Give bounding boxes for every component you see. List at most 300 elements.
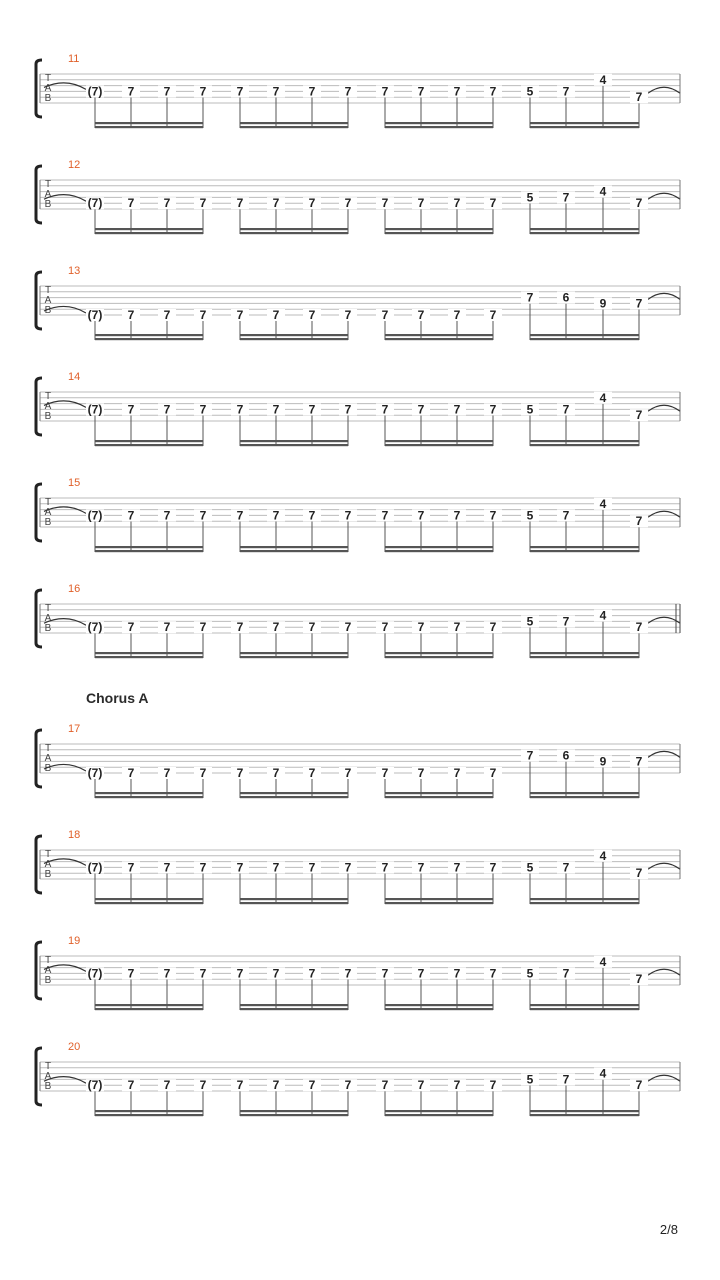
tab-clef-letter: T	[44, 73, 52, 84]
tab-clef-letter: A	[44, 401, 52, 412]
beam	[95, 1114, 203, 1116]
section-label-chorus-a: Chorus A	[86, 690, 149, 706]
beam	[95, 1008, 203, 1010]
fret-number: 7	[453, 1078, 461, 1093]
fret-number: 7	[308, 308, 316, 322]
fret-number: 4	[599, 184, 607, 199]
measure-number: 15	[68, 477, 81, 489]
tab-clef-letter: B	[44, 305, 52, 316]
fret-number: 7	[344, 402, 352, 417]
fret-number: 5	[526, 190, 534, 205]
fret-number: 7	[344, 84, 352, 99]
beam	[385, 444, 493, 446]
fret-number: 7	[127, 966, 135, 981]
fret-number: 7	[489, 766, 497, 780]
fret-number: 7	[344, 620, 352, 635]
measure-number: 11	[68, 53, 80, 65]
fret-number: 5	[526, 508, 534, 523]
fret-number: 7	[163, 84, 171, 99]
fret-number: 7	[236, 84, 244, 99]
fret-number: 7	[199, 308, 207, 322]
fret-number: 7	[236, 402, 244, 417]
fret-number: 7	[562, 190, 570, 205]
beam	[240, 126, 348, 128]
fret-number: 4	[599, 1066, 607, 1081]
fret-number: 7	[381, 860, 389, 875]
beam	[385, 1114, 493, 1116]
fret-number: 7	[453, 766, 461, 780]
fret-number: 7	[381, 966, 389, 981]
beam	[385, 902, 493, 904]
tab-system	[36, 1041, 680, 1116]
beam	[95, 1004, 203, 1006]
tab-clef-letter: B	[44, 93, 52, 104]
fret-number: 7	[381, 84, 389, 99]
beam	[95, 792, 203, 794]
fret-number: 7	[127, 196, 135, 211]
beam	[385, 898, 493, 900]
beam	[95, 228, 203, 230]
tab-clef-letter: A	[44, 83, 52, 94]
tie-arc-out	[648, 87, 680, 93]
fret-number: 7	[635, 296, 643, 311]
tie-arc-out	[648, 511, 680, 517]
tie-arc-out	[648, 1075, 680, 1081]
tie-arc-out	[648, 751, 680, 757]
beam	[385, 126, 493, 128]
beam	[240, 444, 348, 446]
fret-number: 7	[381, 196, 389, 211]
beam	[240, 1114, 348, 1116]
beam	[95, 550, 203, 552]
tab-system	[36, 265, 680, 340]
beam	[385, 440, 493, 442]
beam	[240, 652, 348, 654]
measure-number: 16	[68, 583, 81, 595]
fret-number: 4	[599, 390, 607, 405]
fret-number: 7	[272, 84, 280, 99]
fret-number: 5	[526, 860, 534, 875]
tab-system	[36, 371, 680, 446]
fret-number: 7	[127, 402, 135, 417]
fret-number: (7)	[87, 860, 103, 875]
fret-number: 7	[489, 402, 497, 417]
beam	[530, 1114, 639, 1116]
fret-number: 7	[526, 290, 534, 305]
measure-number: 14	[68, 371, 81, 383]
beam	[530, 444, 639, 446]
fret-number: 7	[417, 766, 425, 780]
beam	[95, 126, 203, 128]
tab-system	[36, 935, 680, 1010]
system-bracket	[36, 590, 42, 647]
tab-system	[36, 723, 680, 798]
fret-number: 7	[453, 860, 461, 875]
beam	[240, 228, 348, 230]
beam	[240, 902, 348, 904]
fret-number: 5	[526, 1072, 534, 1087]
beam	[385, 334, 493, 336]
beam	[95, 338, 203, 340]
tie-arc-out	[648, 293, 680, 299]
fret-number: 6	[562, 290, 570, 305]
fret-number: 7	[489, 1078, 497, 1093]
tab-system	[36, 159, 680, 234]
tab-clef-letter: T	[44, 955, 52, 966]
fret-number: 7	[308, 766, 316, 780]
beam	[530, 1110, 639, 1112]
fret-number: 7	[199, 966, 207, 981]
tab-clef-letter: T	[44, 743, 52, 754]
fret-number: 7	[489, 966, 497, 981]
fret-number: 7	[635, 972, 643, 987]
fret-number: (7)	[87, 966, 103, 981]
fret-number: 7	[635, 90, 643, 105]
fret-number: 7	[635, 514, 643, 529]
fret-number: 7	[635, 196, 643, 211]
fret-number: 7	[417, 84, 425, 99]
fret-number: 7	[344, 196, 352, 211]
beam	[385, 1110, 493, 1112]
fret-number: 7	[417, 196, 425, 211]
beam	[95, 444, 203, 446]
fret-number: 7	[308, 966, 316, 981]
fret-number: 7	[489, 508, 497, 523]
fret-number: 7	[453, 620, 461, 635]
beam	[530, 122, 639, 124]
fret-number: 7	[127, 1078, 135, 1093]
system-bracket	[36, 484, 42, 541]
tab-clef-letter: T	[44, 179, 52, 190]
fret-number: 7	[489, 860, 497, 875]
beam	[530, 652, 639, 654]
fret-number: 7	[344, 308, 352, 322]
tie-arc-out	[648, 193, 680, 199]
fret-number: 7	[381, 766, 389, 780]
fret-number: 7	[489, 620, 497, 635]
fret-number: 7	[236, 196, 244, 211]
system-bracket	[36, 942, 42, 999]
tab-clef-letter: B	[44, 1081, 52, 1092]
fret-number: 7	[236, 308, 244, 322]
fret-number: 7	[163, 308, 171, 322]
beam	[385, 338, 493, 340]
fret-number: 7	[308, 508, 316, 523]
fret-number: 7	[163, 1078, 171, 1093]
fret-number: 7	[417, 1078, 425, 1093]
fret-number: 7	[199, 508, 207, 523]
fret-number: 7	[489, 196, 497, 211]
fret-number: 7	[163, 508, 171, 523]
fret-number: 7	[635, 408, 643, 423]
beam	[240, 338, 348, 340]
system-bracket	[36, 166, 42, 223]
beam	[95, 652, 203, 654]
beam	[240, 1004, 348, 1006]
beam	[95, 232, 203, 234]
tab-clef-letter: B	[44, 975, 52, 986]
tie-arc-out	[648, 969, 680, 975]
fret-number: 7	[272, 766, 280, 780]
fret-number: 6	[562, 748, 570, 763]
beam	[530, 550, 639, 552]
fret-number: 9	[599, 754, 607, 769]
fret-number: (7)	[87, 508, 103, 523]
beam	[530, 228, 639, 230]
fret-number: 7	[562, 402, 570, 417]
fret-number: (7)	[87, 308, 103, 322]
measure-number: 12	[68, 159, 81, 171]
beam	[95, 122, 203, 124]
fret-number: 7	[453, 196, 461, 211]
beam	[95, 656, 203, 658]
fret-number: 7	[417, 508, 425, 523]
fret-number: 7	[163, 860, 171, 875]
measure-number: 19	[68, 935, 81, 947]
beam	[530, 338, 639, 340]
beam	[240, 550, 348, 552]
fret-number: 7	[163, 196, 171, 211]
measure-number: 17	[68, 723, 81, 735]
tab-system	[36, 583, 680, 658]
fret-number: 7	[381, 1078, 389, 1093]
tab-clef-letter: A	[44, 1071, 52, 1082]
fret-number: 7	[344, 508, 352, 523]
fret-number: 7	[163, 620, 171, 635]
fret-number: 5	[526, 84, 534, 99]
tab-clef-letter: B	[44, 199, 52, 210]
fret-number: (7)	[87, 84, 103, 99]
system-bracket	[36, 272, 42, 329]
fret-number: 7	[381, 402, 389, 417]
system-bracket	[36, 836, 42, 893]
tab-clef-letter: B	[44, 623, 52, 634]
fret-number: 7	[272, 308, 280, 322]
fret-number: 7	[272, 402, 280, 417]
beam	[530, 792, 639, 794]
fret-number: 7	[199, 84, 207, 99]
tab-clef-letter: T	[44, 603, 52, 614]
fret-number: 7	[635, 866, 643, 881]
beam	[95, 546, 203, 548]
fret-number: 7	[344, 966, 352, 981]
fret-number: 7	[308, 1078, 316, 1093]
tab-clef-letter: T	[44, 285, 52, 296]
fret-number: 7	[272, 966, 280, 981]
beam	[530, 902, 639, 904]
fret-number: 7	[562, 84, 570, 99]
tab-clef-letter: B	[44, 763, 52, 774]
system-bracket	[36, 60, 42, 117]
fret-number: 7	[199, 1078, 207, 1093]
fret-number: 4	[599, 954, 607, 969]
beam	[240, 440, 348, 442]
beam	[385, 228, 493, 230]
beam	[385, 796, 493, 798]
fret-number: 7	[489, 308, 497, 322]
beam	[530, 898, 639, 900]
beam	[530, 126, 639, 128]
fret-number: 7	[272, 860, 280, 875]
measure-number: 18	[68, 829, 81, 841]
beam	[530, 232, 639, 234]
fret-number: 7	[381, 308, 389, 322]
beam	[530, 796, 639, 798]
measure-number: 13	[68, 265, 81, 277]
fret-number: 7	[272, 508, 280, 523]
tab-clef-letter: A	[44, 189, 52, 200]
tab-clef-letter: A	[44, 613, 52, 624]
fret-number: (7)	[87, 1078, 103, 1093]
fret-number: 7	[453, 508, 461, 523]
fret-number: (7)	[87, 402, 103, 417]
beam	[240, 796, 348, 798]
beam	[530, 1004, 639, 1006]
fret-number: 7	[453, 308, 461, 322]
beam	[95, 440, 203, 442]
fret-number: 7	[308, 84, 316, 99]
beam	[385, 1004, 493, 1006]
fret-number: 7	[127, 508, 135, 523]
fret-number: 7	[344, 766, 352, 780]
fret-number: 7	[562, 860, 570, 875]
beam	[530, 440, 639, 442]
fret-number: 4	[599, 608, 607, 623]
tab-clef-letter: A	[44, 295, 52, 306]
beam	[385, 1008, 493, 1010]
fret-number: 5	[526, 402, 534, 417]
beam	[240, 232, 348, 234]
tab-clef-letter: A	[44, 753, 52, 764]
beam	[385, 792, 493, 794]
tab-clef-letter: T	[44, 849, 52, 860]
beam	[385, 122, 493, 124]
measure-number: 20	[68, 1041, 81, 1053]
fret-number: 7	[381, 620, 389, 635]
page-number: 2/8	[659, 1222, 678, 1237]
fret-number: 7	[308, 620, 316, 635]
fret-number: 7	[417, 860, 425, 875]
fret-number: (7)	[87, 620, 103, 635]
fret-number: 7	[417, 620, 425, 635]
fret-number: 7	[236, 860, 244, 875]
fret-number: 7	[272, 620, 280, 635]
fret-number: 4	[599, 72, 607, 87]
fret-number: 7	[417, 966, 425, 981]
beam	[385, 232, 493, 234]
fret-number: 7	[417, 402, 425, 417]
beam	[385, 550, 493, 552]
beam	[240, 792, 348, 794]
fret-number: 7	[308, 196, 316, 211]
fret-number: 7	[163, 766, 171, 780]
beam	[95, 1110, 203, 1112]
fret-number: 7	[562, 508, 570, 523]
fret-number: 7	[308, 402, 316, 417]
fret-number: (7)	[87, 196, 103, 211]
fret-number: 7	[236, 766, 244, 780]
fret-number: 7	[453, 84, 461, 99]
fret-number: 7	[163, 402, 171, 417]
fret-number: 7	[453, 966, 461, 981]
fret-number: 7	[417, 308, 425, 322]
tab-clef-letter: B	[44, 411, 52, 422]
fret-number: 7	[272, 196, 280, 211]
fret-number: (7)	[87, 766, 103, 780]
beam	[95, 902, 203, 904]
system-bracket	[36, 1048, 42, 1105]
beam	[385, 652, 493, 654]
beam	[240, 1110, 348, 1112]
fret-number: 7	[344, 860, 352, 875]
fret-number: 7	[236, 620, 244, 635]
tab-clef-letter: A	[44, 965, 52, 976]
fret-number: 7	[526, 748, 534, 763]
tab-clef-letter: T	[44, 391, 52, 402]
beam	[240, 898, 348, 900]
fret-number: 7	[199, 402, 207, 417]
fret-number: 7	[308, 860, 316, 875]
beam	[95, 334, 203, 336]
tab-clef-letter: T	[44, 1061, 52, 1072]
beam	[240, 546, 348, 548]
tab-clef-letter: B	[44, 517, 52, 528]
fret-number: 7	[236, 508, 244, 523]
fret-number: 4	[599, 496, 607, 511]
fret-number: 9	[599, 296, 607, 311]
beam	[385, 546, 493, 548]
tie-arc-out	[648, 405, 680, 411]
fret-number: 5	[526, 966, 534, 981]
tab-clef-letter: B	[44, 869, 52, 880]
tie-arc-out	[648, 863, 680, 869]
fret-number: 7	[199, 620, 207, 635]
tab-clef-letter: A	[44, 507, 52, 518]
fret-number: 7	[562, 1072, 570, 1087]
fret-number: 7	[453, 402, 461, 417]
fret-number: 7	[236, 966, 244, 981]
tab-system	[36, 53, 680, 128]
fret-number: 7	[344, 1078, 352, 1093]
beam	[530, 334, 639, 336]
tab-clef-letter: T	[44, 497, 52, 508]
fret-number: 7	[272, 1078, 280, 1093]
beam	[95, 898, 203, 900]
tab-system	[36, 829, 680, 904]
fret-number: 7	[127, 766, 135, 780]
fret-number: 4	[599, 848, 607, 863]
system-bracket	[36, 378, 42, 435]
fret-number: 7	[562, 966, 570, 981]
fret-number: 5	[526, 614, 534, 629]
fret-number: 7	[236, 1078, 244, 1093]
fret-number: 7	[199, 196, 207, 211]
fret-number: 7	[635, 1078, 643, 1093]
beam	[385, 656, 493, 658]
fret-number: 7	[127, 620, 135, 635]
beam	[530, 546, 639, 548]
fret-number: 7	[381, 508, 389, 523]
fret-number: 7	[127, 308, 135, 322]
fret-number: 7	[635, 754, 643, 769]
beam	[240, 334, 348, 336]
beam	[240, 122, 348, 124]
fret-number: 7	[635, 620, 643, 635]
tab-system	[36, 477, 680, 552]
tie-arc-out	[648, 617, 680, 623]
fret-number: 7	[127, 860, 135, 875]
fret-number: 7	[562, 614, 570, 629]
